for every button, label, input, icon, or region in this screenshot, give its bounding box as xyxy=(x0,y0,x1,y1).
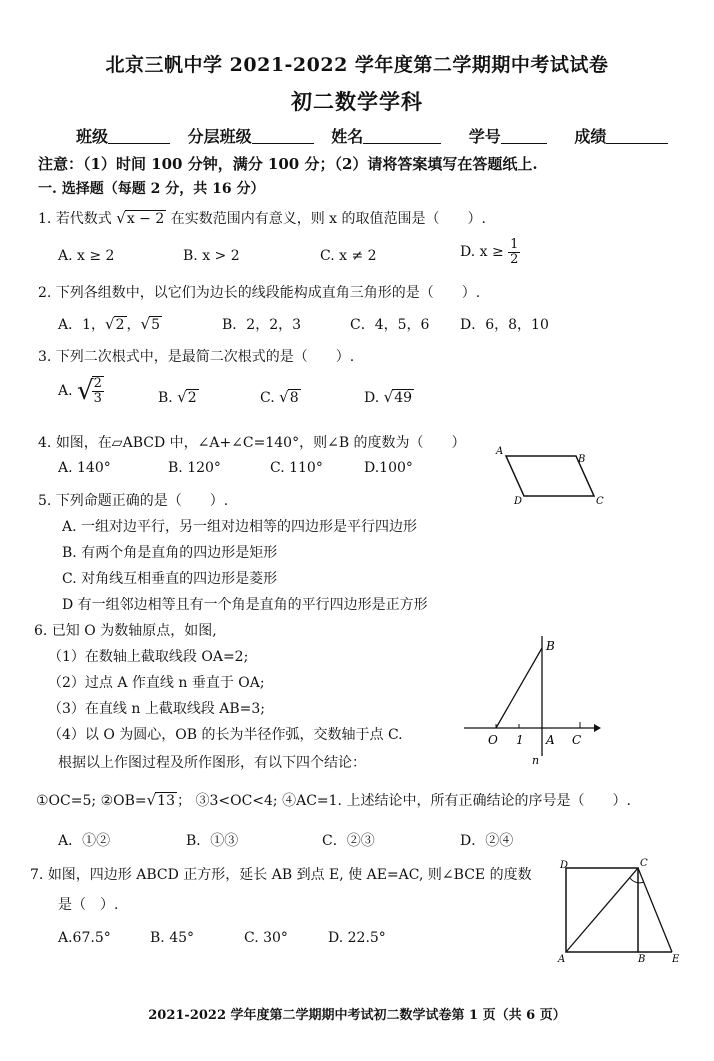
q6-conclusion-2-post: ； xyxy=(177,793,191,809)
vertex-label-b: B xyxy=(638,954,646,965)
segment-ob xyxy=(496,648,542,728)
question-4-stem xyxy=(38,432,466,452)
q2-option-a[interactable] xyxy=(58,314,162,334)
q6-option-c[interactable]: C．②③ xyxy=(322,833,375,849)
q6-step-3: （3）在直线 n 上截取线段 AB=3; xyxy=(48,701,266,717)
q1-option-c[interactable]: C. x ≠ 2 xyxy=(320,248,377,264)
q4-option-a[interactable]: A. 140° xyxy=(58,460,111,476)
field-student-id-blank[interactable] xyxy=(501,142,547,144)
q6-number-line-figure xyxy=(462,632,602,768)
question-2-number: 2. xyxy=(38,285,52,301)
q6-conclusion-2 xyxy=(101,793,191,809)
question-3-text: 下列二次根式中，是最简二次根式的是（ ）. xyxy=(55,349,355,365)
question-5-text: 下列命题正确的是（ ）. xyxy=(55,493,229,509)
q6-step-1: （1）在数轴上截取线段 OA=2; xyxy=(48,649,249,665)
question-6-stem xyxy=(34,620,217,640)
question-7-number: 7. xyxy=(30,867,44,883)
question-1-number: 1. xyxy=(38,211,52,227)
q6-conclusion-2-root: 13 xyxy=(157,793,175,809)
q1-option-d-label: D. x ≥ xyxy=(460,244,504,261)
q2-option-a-root2: 5 xyxy=(151,317,160,333)
q6-conclusion-1: ①OC=5; xyxy=(36,793,97,809)
question-4-number: 4. xyxy=(38,435,52,451)
field-name-blank[interactable] xyxy=(363,142,441,144)
point-label-o: O xyxy=(488,733,498,747)
question-3-number: 3. xyxy=(38,349,52,365)
q6-option-b[interactable]: B．①③ xyxy=(186,833,239,849)
q4-option-b[interactable]: B. 120° xyxy=(168,460,221,476)
question-7-stem xyxy=(30,864,532,884)
fraction-numerator: 1 xyxy=(510,237,519,252)
q1-option-d[interactable] xyxy=(460,238,520,266)
q4-option-c[interactable]: C. 110° xyxy=(270,460,323,476)
q7-option-c[interactable]: C. 30° xyxy=(244,930,288,946)
q2-option-a-root1: 2 xyxy=(115,317,125,333)
sqrt-symbol: √ xyxy=(77,376,94,406)
q3-option-d[interactable] xyxy=(364,388,414,406)
q6-step-5: 根据以上作图过程及所作图形，有以下四个结论： xyxy=(58,755,366,771)
question-4-text: 如图，在▱ABCD 中，∠A+∠C=140°，则∠B 的度数为（ ） xyxy=(55,435,466,451)
tick-label-1: 1 xyxy=(516,733,524,747)
q6-option-d[interactable]: D．②④ xyxy=(460,833,514,849)
sqrt-symbol: √ xyxy=(383,388,394,406)
vertex-label-c: C xyxy=(640,858,648,869)
q5-option-c[interactable]: C. 对角线互相垂直的四边形是菱形 xyxy=(62,571,278,587)
student-info-fields xyxy=(76,124,680,147)
q4-parallelogram-figure xyxy=(490,440,615,510)
field-class-label: 班级 xyxy=(76,127,109,146)
question-5-stem xyxy=(38,490,228,510)
q7-option-b[interactable]: B. 45° xyxy=(150,930,195,946)
vertex-label-d: D xyxy=(560,860,569,871)
question-3-stem xyxy=(38,346,354,366)
q6-conclusion-3: ③3<OC<4; xyxy=(195,793,278,809)
subject-title: 初二数学学科 xyxy=(291,89,423,114)
q6-option-a[interactable]: A．①② xyxy=(58,833,111,849)
q3-option-c[interactable] xyxy=(260,388,301,406)
q2-option-b[interactable]: B．2，2，3 xyxy=(222,317,302,333)
field-level-class-blank[interactable] xyxy=(252,142,314,144)
exam-note: 注意：（1）时间 100 分钟，满分 100 分；（2）请将答案填写在答题纸上. xyxy=(38,155,538,173)
fraction-denominator: 3 xyxy=(93,391,102,406)
sqrt-symbol: √ xyxy=(177,388,187,406)
question-7-text: 如图，四边形 ABCD 正方形，延长 AB 到点 E, 使 AE=AC, 则∠BCE 的度数 xyxy=(47,867,532,883)
exam-title: 北京三帆中学 2021-2022 学年度第二学期期中考试试卷 xyxy=(105,54,609,76)
sqrt-symbol: √ xyxy=(279,388,289,406)
axis-arrow xyxy=(594,724,601,732)
sqrt-symbol: √ xyxy=(140,315,151,333)
question-6-text: 已知 O 为数轴原点，如图, xyxy=(51,623,217,639)
q6-step-4: （4）以 O 为圆心，OB 的长为半径作弧，交数轴于点 C. xyxy=(48,727,403,743)
question-2-stem xyxy=(38,282,480,302)
q3-option-a-fraction xyxy=(92,376,104,405)
q4-option-d[interactable]: D.100° xyxy=(364,460,413,476)
question-1-stem xyxy=(38,208,486,228)
question-2-text: 下列各组数中，以它们为边长的线段能构成直角三角形的是（ ）. xyxy=(55,285,481,301)
segment-ce xyxy=(638,868,672,952)
q3-option-b[interactable] xyxy=(158,388,199,406)
q2-option-d[interactable]: D．6，8，10 xyxy=(460,317,549,333)
diagonal-ac xyxy=(566,868,638,952)
q1-option-d-fraction xyxy=(508,238,520,266)
q3-option-a-label: A. xyxy=(58,383,73,399)
field-score-blank[interactable] xyxy=(606,142,668,144)
question-7-stem-line-2: 是（ ）. xyxy=(58,897,119,913)
field-name-label: 姓名 xyxy=(331,127,364,146)
fraction-numerator: 2 xyxy=(93,376,102,392)
q3-option-b-label: B. xyxy=(158,390,173,406)
q2-option-a-pre: A．1， xyxy=(58,317,106,333)
question-1-post: 在实数范围内有意义，则 x 的取值范围是（ ）. xyxy=(170,211,486,227)
q5-option-a[interactable]: A. 一组对边平行，另一组对边相等的四边形是平行四边形 xyxy=(62,519,418,535)
q5-option-b[interactable]: B. 有两个角是直角的四边形是矩形 xyxy=(62,545,278,561)
vertex-label-a: A xyxy=(558,954,566,965)
point-label-a: A xyxy=(546,733,555,747)
page-footer: 2021-2022 学年度第二学期期中考试初二数学试卷第 1 页（共 6 页） xyxy=(148,1008,566,1023)
q3-option-c-root: 8 xyxy=(289,390,299,406)
field-student-id-label: 学号 xyxy=(468,127,501,146)
vertex-label-b: B xyxy=(578,454,586,465)
point-label-b: B xyxy=(546,639,555,653)
vertex-label-e: E xyxy=(672,954,680,965)
vertex-label-c: C xyxy=(596,496,604,507)
q7-option-a[interactable]: A.67.5° xyxy=(58,930,111,946)
q7-option-d[interactable]: D. 22.5° xyxy=(328,930,386,946)
field-score-label: 成绩 xyxy=(574,127,607,146)
q1-option-b[interactable]: B. x > 2 xyxy=(183,248,240,264)
q3-option-b-root: 2 xyxy=(187,390,197,406)
question-1-radicand: x − 2 xyxy=(126,211,165,227)
line-label-n: n xyxy=(532,754,540,767)
q6-conclusion-4: ④AC=1. 上述结论中，所有正确结论的序号是（ ）. xyxy=(282,793,631,809)
field-class-blank[interactable] xyxy=(108,142,170,144)
sqrt-symbol: √ xyxy=(146,791,157,809)
q6-conclusions xyxy=(36,790,631,810)
sqrt-symbol: √ xyxy=(116,209,126,227)
q7-square-figure xyxy=(556,856,686,966)
sqrt-symbol: √ xyxy=(105,315,115,333)
q1-option-a[interactable]: A. x ≥ 2 xyxy=(58,248,115,264)
q3-option-c-label: C. xyxy=(260,390,275,406)
vertex-label-a: A xyxy=(496,446,504,457)
q5-option-d[interactable]: D 有一组邻边相等且有一个角是直角的平行四边形是正方形 xyxy=(62,597,428,613)
question-5-number: 5. xyxy=(38,493,52,509)
question-1-pre: 若代数式 xyxy=(55,211,112,227)
fraction-denominator: 2 xyxy=(510,251,519,267)
point-label-c: C xyxy=(572,733,582,747)
q3-option-d-label: D. xyxy=(364,390,380,406)
section-heading: 一. 选择题（每题 2 分，共 16 分） xyxy=(38,181,265,197)
question-6-number: 6. xyxy=(34,623,48,639)
q6-step-2: （2）过点 A 作直线 n 垂直于 OA; xyxy=(48,675,265,691)
q2-option-c[interactable]: C．4，5，6 xyxy=(350,317,430,333)
vertex-label-d: D xyxy=(514,496,523,507)
q3-option-d-root: 49 xyxy=(394,390,413,406)
q2-option-a-mid: ， xyxy=(126,317,141,333)
q6-conclusion-2-pre: ②OB= xyxy=(100,793,147,809)
q3-option-a[interactable] xyxy=(58,376,104,406)
field-level-class-label: 分层班级 xyxy=(187,127,252,146)
